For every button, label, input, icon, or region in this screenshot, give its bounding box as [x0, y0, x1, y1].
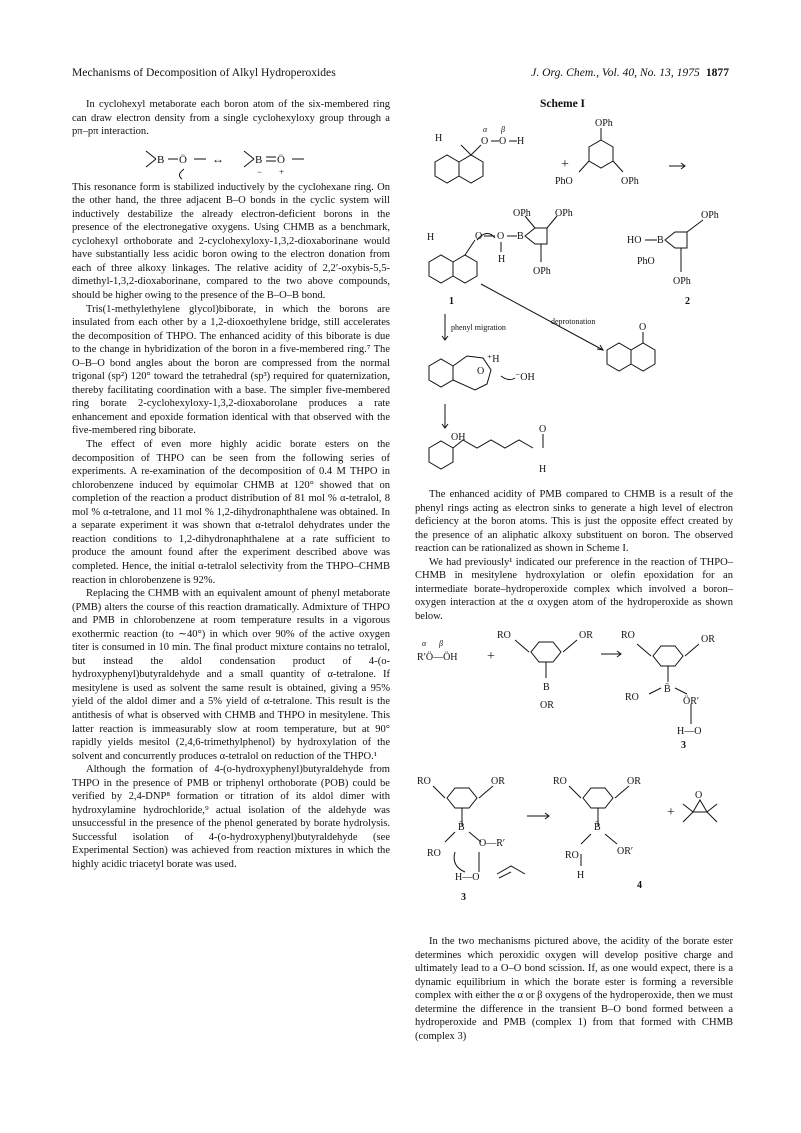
paragraph: Tris(1-methylethylene glycol)biborate, in which the borons are insulated from each other by a 1,2-dioxoethylene bridge, still accelerates the decomposition of THPO. The enhanced acidity of this biborate is due to the change in hybridization of the boron in a five-membered ring.⁷ The O–B–O bond angles about the boron are compressed from the normal trigonal (sp²) 120° toward the tetrahedral (sp³) required for quaternization, thereby facilitating coordination with a base. The simpler five-membered ring borate 2-cyclohexyloxy-1,3,2-dioxaborolane produces a rate enhancement and epoxide formation identical with that observed with the five-membered ring biborate. — [72, 303, 390, 437]
compound-4-label: 4 — [637, 880, 642, 891]
svg-text:Ö: Ö — [179, 153, 187, 166]
svg-text:OPh: OPh — [673, 276, 691, 287]
svg-text:H: H — [539, 464, 547, 475]
svg-text:RO: RO — [497, 630, 511, 641]
paragraph: The enhanced acidity of PMB compared to CHMB is a result of the phenyl rings acting as electron sinks to generate a high level of electron deficiency at the boron atoms. This is just the opposite effect created by the presence of an aliphatic alkoxy substituent on boron. The observed reaction can be rationalized as shown in Scheme I. — [415, 489, 733, 555]
left-column — [72, 98, 390, 872]
svg-text:RO: RO — [625, 692, 639, 703]
compound-2-label: 2 — [685, 296, 690, 307]
svg-text:O: O — [481, 136, 489, 147]
paragraph: We had previously¹ indicated our preference in the reaction of THPO–CHMB in mesitylene hydroxylation or olefin epoxidation for an intermediate borate–hydroperoxide complex which involved a boron–oxygen interaction at the α oxygen atom of the hydroperoxide as shown below. — [415, 556, 733, 622]
svg-text:OPh: OPh — [555, 208, 573, 219]
svg-text:β: β — [501, 125, 505, 134]
svg-text:H: H — [577, 870, 585, 881]
svg-text:O—R′: O—R′ — [479, 838, 506, 849]
right-column-text-1 — [415, 488, 733, 623]
journal-citation: J. Org. Chem., Vol. 40, No. 13, 1975 — [531, 66, 700, 79]
svg-text:RO: RO — [417, 776, 431, 787]
svg-text:O: O — [499, 136, 507, 147]
svg-text:O: O — [497, 231, 505, 242]
svg-text:PhO: PhO — [555, 176, 573, 187]
svg-text:RO: RO — [621, 630, 635, 641]
svg-text:OPh: OPh — [513, 208, 531, 219]
complex-3-label-top: 3 — [681, 740, 686, 751]
svg-text:OPh: OPh — [621, 176, 639, 187]
svg-text:B: B — [543, 682, 550, 693]
svg-text:H: H — [498, 254, 506, 265]
svg-text:OPh: OPh — [533, 266, 551, 277]
svg-text:R′Ö—ÖH: R′Ö—ÖH — [417, 652, 458, 663]
svg-text:RO: RO — [427, 848, 441, 859]
svg-text:+: + — [487, 649, 495, 664]
svg-text:OR: OR — [579, 630, 593, 641]
page-number: 1877 — [705, 66, 729, 79]
svg-text:⁻OH: ⁻OH — [515, 372, 535, 383]
compound-1-label: 1 — [449, 296, 454, 307]
svg-text:+: + — [667, 805, 675, 820]
svg-text:H: H — [517, 136, 525, 147]
svg-text:OR: OR — [627, 776, 641, 787]
svg-text:ÖR′: ÖR′ — [683, 696, 700, 707]
svg-text:HO: HO — [627, 235, 642, 246]
svg-text:PhO: PhO — [637, 256, 655, 267]
svg-text:H: H — [427, 232, 435, 243]
paragraph: Although the formation of 4-(o-hydroxyphenyl)butyraldehyde from THPO in the presence of PMB or triphenyl orthoborate (POB) could be verified by 2,4-DNP⁸ formation or titration of its aldol dimer with hydroxylamine hydrochloride,⁹ actual isolation of the aldehyde was unsuccessful in the presence of the phenol generated by borate hydrolysis. Successful isolation of 4-(o-hydroxyphenyl)butyraldehyde (see Experimental Section) was achieved from reaction mixtures in which the highly acidic triacetyl borate was used. — [72, 764, 390, 870]
svg-text:B̄: B̄ — [458, 822, 465, 833]
paragraph: The effect of even more highly acidic borate esters on the decomposition of THPO can be seen from the following series of experiments. A re-examination of the decomposition of 0.4 M THPO in chlorobenzene induced by equimolar CHMB at 120° showed that on completion of the reaction a product distribution of 81 mol % α-tetralol, 8 mol % α-tetralone, and 11 mol % 1,2-dihydronaphthalene was obtained. In a separate experiment it was shown that α-tetralol dehydrates under the reaction conditions to 1,2-dihydronaphthalene at a rate sufficient to produce the amount found after the experiment described above was completed. Hence, the initial α-tetralol selectivity from the THPO–CHMB reaction in chlorobenzene is 92%. — [72, 439, 390, 586]
complex-diagram — [415, 616, 735, 906]
svg-text:⁺H: ⁺H — [487, 354, 500, 365]
svg-text:OPh: OPh — [595, 118, 613, 129]
svg-text:β: β — [439, 639, 443, 648]
deprotonation-label: deprotonation — [551, 317, 596, 326]
svg-text:α: α — [422, 639, 427, 648]
svg-text:O: O — [695, 790, 703, 801]
svg-text:α: α — [483, 125, 488, 134]
svg-text:H—O: H—O — [677, 726, 702, 737]
svg-text:O: O — [477, 366, 485, 377]
svg-text:+: + — [279, 166, 285, 177]
phenyl-migration-label: phenyl migration — [451, 323, 506, 332]
resonance-diagram — [72, 139, 390, 181]
svg-text:OR: OR — [540, 700, 554, 711]
svg-text:B̄: B̄ — [594, 822, 601, 833]
right-column-text-2 — [415, 935, 733, 1043]
svg-text:+: + — [561, 157, 569, 172]
svg-text:O: O — [475, 231, 483, 242]
svg-text:B: B — [157, 153, 165, 166]
paragraph: This resonance form is stabilized inductively by the cyclohexane ring. On the other hand, the three adjacent B–O bonds in the cyclic system will inductively destabilize the already electron-deficient borons in the presence of the electronegative oxygens. Using CHMB as a benchmark, cyclohexyl orthoborate and 2-cyclohexyloxy-1,3,2-dioxaborinane would have substantially less acidic boron owing to the electron donation from each of three alkoxy linkages. The relative acidity of 2,2′-oxybis-5,5-dimethyl-1,3,2-dioxaborinane, compared to the two above compounds, should be higher owing to the presence of the B–O–B bond. — [72, 181, 390, 302]
scheme-title: Scheme I — [540, 98, 586, 110]
svg-text:H—O: H—O — [455, 872, 480, 883]
svg-text:RO: RO — [553, 776, 567, 787]
scheme-diagram — [415, 112, 735, 484]
running-header-left: Mechanisms of Decomposition of Alkyl Hydroperoxides — [72, 66, 336, 79]
svg-text:OPh: OPh — [701, 210, 719, 221]
svg-text:↔: ↔ — [212, 151, 224, 166]
complex-3-label-bottom: 3 — [461, 892, 466, 903]
svg-text:Ö: Ö — [277, 153, 285, 166]
svg-text:RO: RO — [565, 850, 579, 861]
svg-text:OR: OR — [491, 776, 505, 787]
svg-text:O: O — [539, 424, 547, 435]
paragraph: In the two mechanisms pictured above, the acidity of the borate ester determines which peroxidic oxygen will develop positive charge and ultimately lead to a O–O bond scission. If, as one would expect, there is a dynamic equilibrium in which the borate ester is forming a reversible complex with either the α or β oxygens of the hydroperoxide, then we must determine the difference in the transient B–O bond formed between a hydroperoxide and PMB (complex 1) from that formed with CHMB (complex 3) — [415, 936, 733, 1042]
running-header-right — [531, 66, 729, 79]
svg-text:−: − — [257, 166, 263, 177]
svg-text:B: B — [657, 235, 664, 246]
svg-text:OH: OH — [451, 432, 466, 443]
svg-text:O: O — [639, 322, 647, 333]
svg-text:H: H — [435, 133, 443, 144]
svg-text:OR: OR — [701, 634, 715, 645]
svg-text:B: B — [517, 231, 524, 242]
paragraph: In cyclohexyl metaborate each boron atom of the six-membered ring can draw electron density from a single cyclohexyloxy group through a pπ–pπ interaction. — [72, 99, 390, 138]
svg-text:B̄: B̄ — [664, 684, 671, 695]
paragraph: Replacing the CHMB with an equivalent amount of phenyl metaborate (PMB) alters the course of this reaction dramatically. Admixture of THPO and PMB in chlorobenzene at room temperature results in a vigorous exothermic reaction (to ∼40°) in which over 90% of the active oxygen titer is consumed in 10 min. The final product mixture contains no tetralol, but instead the aldol condensation product of 4-(o-hydroxyphenyl)butyraldehyde and a small quantity of α-tetralone. If mesitylene is used as solvent the same result is obtained, giving a 95% yield of the aldol dimer and a 5% yield of α-tetralone. This result is the antithesis of what is observed with CHMB and THPO in mesitylene. This latter reaction is immeasurably slow at room temperature, but at 90° rapidly yields mesitol (2,4,6-trimethylphenol) by hydroxylation of the solvent and concurrently produces α-tetralol on reduction of the THPO.¹ — [72, 588, 390, 762]
svg-text:B: B — [255, 153, 263, 166]
svg-text:OR′: OR′ — [617, 846, 634, 857]
